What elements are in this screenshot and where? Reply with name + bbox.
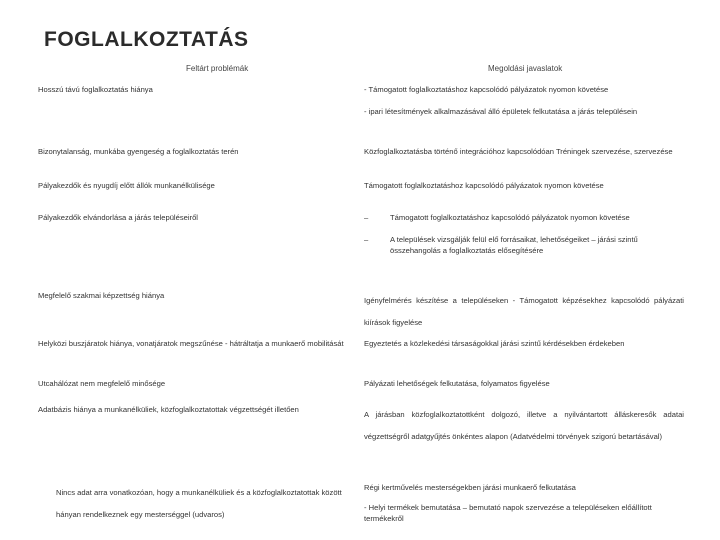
problem-text: Nincs adat arra vonatkozóan, hogy a munkanélküliek és a közfoglalkoztatottak között hányan rendelkeznek egy mesterséggel (udvaros) bbox=[56, 488, 342, 519]
solution-text: Igényfelmérés készítése a településeken - Támogatott képzésekhez kapcsolódó pályázati kiírások figyelése bbox=[364, 296, 684, 327]
problem-text: Pályakezdők elvándorlása a járás településeiről bbox=[38, 213, 198, 222]
problem-cell bbox=[38, 212, 358, 234]
solution-cell bbox=[364, 338, 684, 360]
solution-text: A települések vizsgálják felül elő forrásaikat, lehetőségeiket – járási szintű összehangolás a foglalkoztatás elősegítésére bbox=[390, 235, 638, 255]
dash-icon: – bbox=[364, 235, 369, 244]
problem-text: Pályakezdők és nyugdíj előtt állók munkanélkülisége bbox=[38, 181, 215, 190]
solution-text: Egyeztetés a közlekedési társaságokkal járási szintű kérdésekben érdekeben bbox=[364, 339, 625, 348]
problem-cell bbox=[38, 404, 358, 426]
problem-text: Helyközi buszjáratok hiánya, vonatjáratok megszűnése - hátráltatja a munkaerő mobilitását bbox=[38, 339, 344, 348]
page-title: FOGLALKOZTATÁS bbox=[44, 28, 249, 51]
solution-cell bbox=[364, 482, 684, 535]
solution-text: - ipari létesítmények alkalmazásával álló épületek felkutatása a járás településein bbox=[364, 107, 638, 116]
solution-text: - Helyi termékek bemutatása – bemutató napok szervezése a településeken előállított termékekről bbox=[364, 503, 652, 523]
solution-cell bbox=[364, 84, 684, 128]
solution-cell bbox=[364, 378, 684, 400]
problem-cell bbox=[38, 84, 358, 106]
problem-text: Megfelelő szakmai képzettség hiánya bbox=[38, 291, 165, 300]
problem-text: Adatbázis hiánya a munkanélküliek, közfoglalkoztatottak végzettségét illetően bbox=[38, 405, 299, 414]
header-problems: Feltárt problémák bbox=[186, 64, 249, 73]
problem-cell bbox=[56, 482, 356, 537]
solution-bullet bbox=[364, 212, 684, 223]
solution-cell bbox=[364, 290, 684, 345]
solution-bullet bbox=[364, 234, 684, 256]
solution-text: Támogatott foglalkoztatáshoz kapcsolódó pályázatok nyomon követése bbox=[364, 181, 604, 190]
solution-text: Támogatott foglalkoztatáshoz kapcsolódó pályázatok nyomon követése bbox=[390, 213, 630, 222]
dash-icon: – bbox=[364, 213, 369, 222]
solution-text: Régi kertművelés mesterségekben járási munkaerő felkutatása bbox=[364, 483, 576, 492]
solution-cell bbox=[364, 180, 684, 202]
header-solutions: Megoldási javaslatok bbox=[488, 64, 563, 73]
solution-cell bbox=[364, 212, 684, 267]
solution-text: Közfoglalkoztatásba történő integrációhoz kapcsolódóan Tréningek szervezése, szervezése bbox=[364, 147, 673, 156]
problem-text: Bizonytalanság, munkába gyengeség a foglalkoztatás terén bbox=[38, 147, 239, 156]
problem-cell bbox=[38, 338, 358, 360]
solution-cell bbox=[364, 404, 684, 459]
problem-text: Utcahálózat nem megfelelő minősége bbox=[38, 379, 166, 388]
problem-cell bbox=[38, 378, 358, 400]
problem-cell bbox=[38, 290, 358, 312]
solution-text: A járásban közfoglalkoztatottként dolgozó, illetve a nyilvántartott álláskeresők adatai végzettségről adatgyűjtés önkéntes alapon (Adatvédelmi törvények szigorú betartásával) bbox=[364, 410, 684, 441]
solution-text: Pályázati lehetőségek felkutatása, folyamatos figyelése bbox=[364, 379, 550, 388]
problem-cell bbox=[38, 146, 358, 168]
solution-text: - Támogatott foglalkoztatáshoz kapcsolódó pályázatok nyomon követése bbox=[364, 85, 609, 94]
problem-cell bbox=[38, 180, 358, 202]
problem-text: Hosszú távú foglalkoztatás hiánya bbox=[38, 85, 153, 94]
solution-cell bbox=[364, 146, 684, 168]
